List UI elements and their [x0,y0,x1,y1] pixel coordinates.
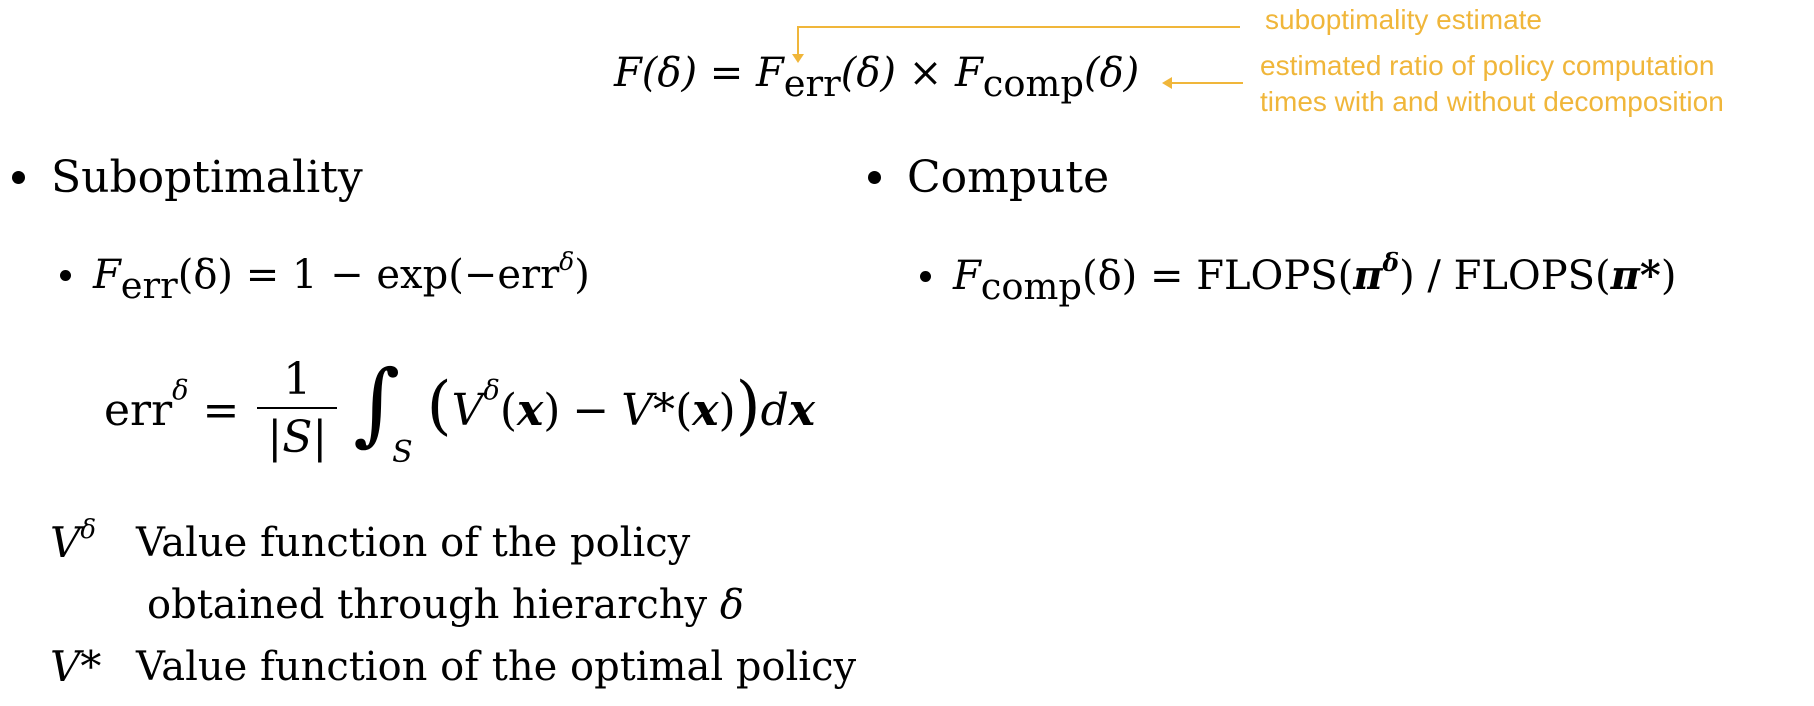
left-paren: ( [426,369,452,443]
annotation-suboptimality: suboptimality estimate [1265,4,1543,35]
err-fraction-num: 1 [283,354,312,405]
section-suboptimality [12,152,363,203]
top-formula-comp-sub: comp [982,62,1084,106]
integral-sign: ∫ [353,351,401,456]
err-vstar: V* [621,384,676,436]
err-vstar-paren-close: ) [718,384,736,436]
def-vdelta-line2-text: obtained through hierarchy [147,582,708,628]
err-d: d [760,384,789,436]
err-vstar-paren-open: ( [675,384,693,436]
def-vdelta-v: V [50,518,81,567]
annotation-ratio-line2: times with and without decomposition [1260,86,1724,117]
top-formula-f-err: F [756,50,784,96]
right-paren: ) [735,369,761,443]
err-fraction [257,354,337,463]
def-vstar-desc: Value function of the optimal policy [136,644,857,690]
err-v: V [451,384,484,436]
err-v-paren-close: ) [543,384,561,436]
fcomp-pi: π [1353,252,1383,299]
def-vdelta-line2-delta: δ [719,582,744,628]
err-v-x: x [517,384,544,436]
def-vstar-symbol: V* [50,642,102,691]
fcomp-pi2: π [1610,252,1640,299]
fcomp-rhs: (δ) = FLOPS( [1081,253,1354,299]
integral-sub: S [392,434,413,470]
def-vdelta-symbol [50,515,97,567]
err-eq: = [202,384,240,436]
ferr-sup: δ [559,247,575,277]
top-formula-lhs: F(δ) = [614,50,744,96]
section-compute-label: Compute [907,152,1110,203]
ferr-formula [60,247,590,308]
bullet-icon [868,171,881,184]
ratio-arrowhead [1162,77,1172,89]
err-fraction-den: |S| [267,412,328,463]
bullet-icon [60,270,71,281]
top-formula-times: × [908,50,943,96]
section-compute [868,152,1109,203]
def-vdelta-sup: δ [80,515,97,546]
fcomp-sub: comp [980,265,1082,309]
err-dx: x [788,384,816,436]
def-vdelta-line2 [147,582,744,628]
bullet-icon [12,171,25,184]
err-lhs: err [104,384,173,436]
top-formula-err-arg: (δ) [840,50,897,96]
fcomp-sup-delta: δ [1382,248,1400,278]
top-formula [614,50,1140,106]
err-v-sup: δ [483,374,500,406]
err-formula [104,345,815,475]
annotation-ratio-line1: estimated ratio of policy computation [1260,50,1715,81]
def-vdelta-line1: Value function of the policy [136,520,691,566]
bullet-icon [920,271,931,282]
err-v-paren-open: ( [499,384,517,436]
fcomp-f: F [953,253,981,299]
fcomp-star: * [1639,252,1661,299]
fcomp-close: ) [1660,253,1677,299]
section-suboptimality-label: Suboptimality [51,152,363,203]
ferr-close: ) [574,252,590,298]
err-minus: − [572,384,610,436]
err-lhs-sup: δ [172,374,189,406]
top-formula-err-sub: err [783,62,841,106]
ferr-sub: err [120,264,178,308]
fcomp-formula [920,248,1677,309]
ferr-rhs: (δ) = 1 − exp(−err [177,252,560,298]
annotation-ratio [1260,48,1724,120]
top-formula-f-comp: F [954,50,983,96]
top-formula-comp-arg: (δ) [1083,50,1140,96]
fcomp-mid: ) / FLOPS( [1399,253,1611,299]
err-vstar-x: x [692,384,719,436]
ferr-f: F [93,252,121,298]
